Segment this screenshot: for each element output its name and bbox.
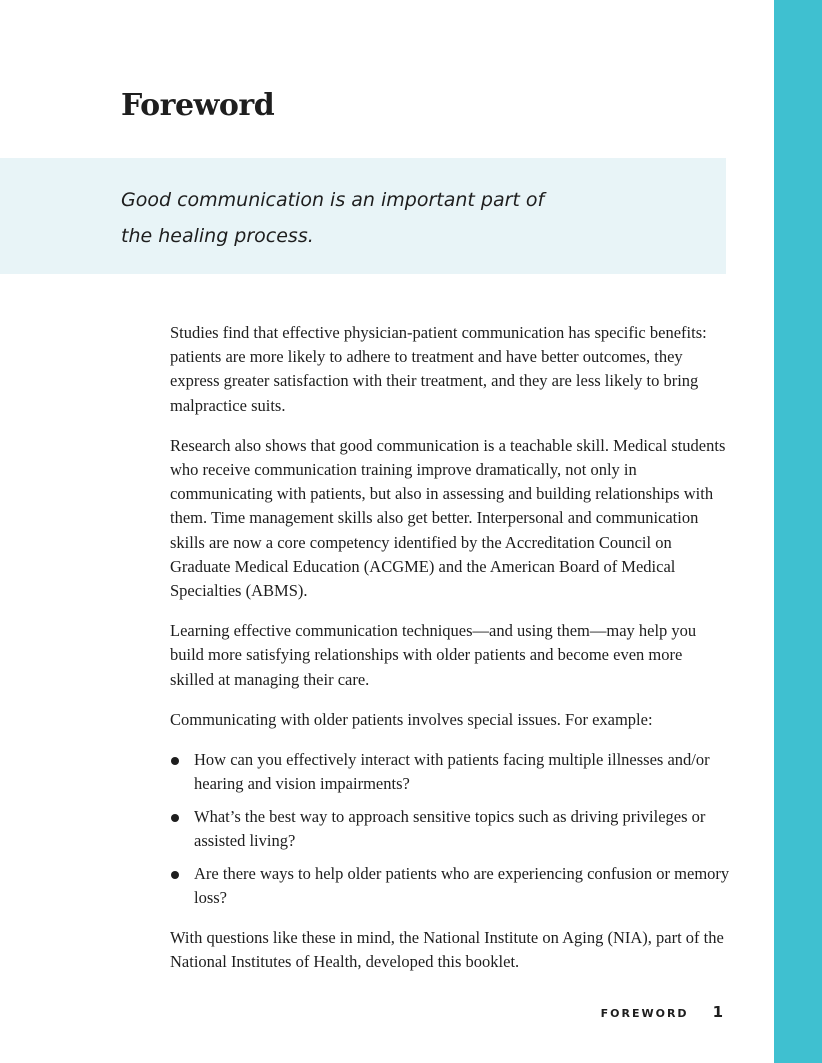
list-item (170, 862, 730, 910)
paragraph-5: With questions like these in mind, the National Institute on Aging (NIA), part of the National Institutes of Health, developed this booklet. (170, 928, 724, 972)
paragraph-3: Learning effective communication techniques—and using them—may help you build more satisfying relationships with older patients and become even more skilled at managing their care. (170, 621, 697, 689)
page-footer (601, 1003, 723, 1021)
running-head: FOREWORD (600, 1007, 689, 1020)
body-text (170, 321, 730, 991)
paragraph-1: Studies find that effective physician-patient communication has specific benefits: patients are more likely to adhere to treatment and have better outcomes, they express greater satisfaction with their treatment, and they are less likely to bring malpractice suits. (170, 323, 707, 415)
side-accent-stripe (774, 0, 822, 1063)
page-title: Foreword (121, 88, 275, 123)
pull-quote-line-1: Good communication is an important part of (121, 189, 545, 211)
page-number: 1 (712, 1003, 723, 1021)
pull-quote-text (121, 182, 641, 254)
bullet-dot-icon (171, 814, 179, 822)
bullet-list (170, 748, 730, 910)
bullet-dot-icon (171, 757, 179, 765)
list-item-text: How can you effectively interact with patients facing multiple illnesses and/or hearing and vision impairments? (194, 750, 710, 794)
paragraph-4: Communicating with older patients involves special issues. For example: (170, 709, 653, 729)
list-item (170, 748, 730, 796)
list-item-text: What’s the best way to approach sensitive topics such as driving privileges or assisted living? (194, 806, 706, 851)
paragraph-2: Research also shows that good communication is a teachable skill. Medical students who receive communication training improve dramatically, not only in communicating with patients, but also in assessing and building relationships with them. Time management skills also get better. Interpersonal and communication skills are now a core competency identified by the Accreditation Council on Graduate Medical Education (ACGME) and the American Board of Medical Specialties (ABMS). (170, 435, 726, 601)
pull-quote-line-2: the healing process. (121, 225, 314, 247)
list-item (170, 805, 730, 853)
bullet-dot-icon (171, 871, 179, 879)
list-item-text: Are there ways to help older patients who are experiencing confusion or memory loss? (194, 863, 730, 908)
